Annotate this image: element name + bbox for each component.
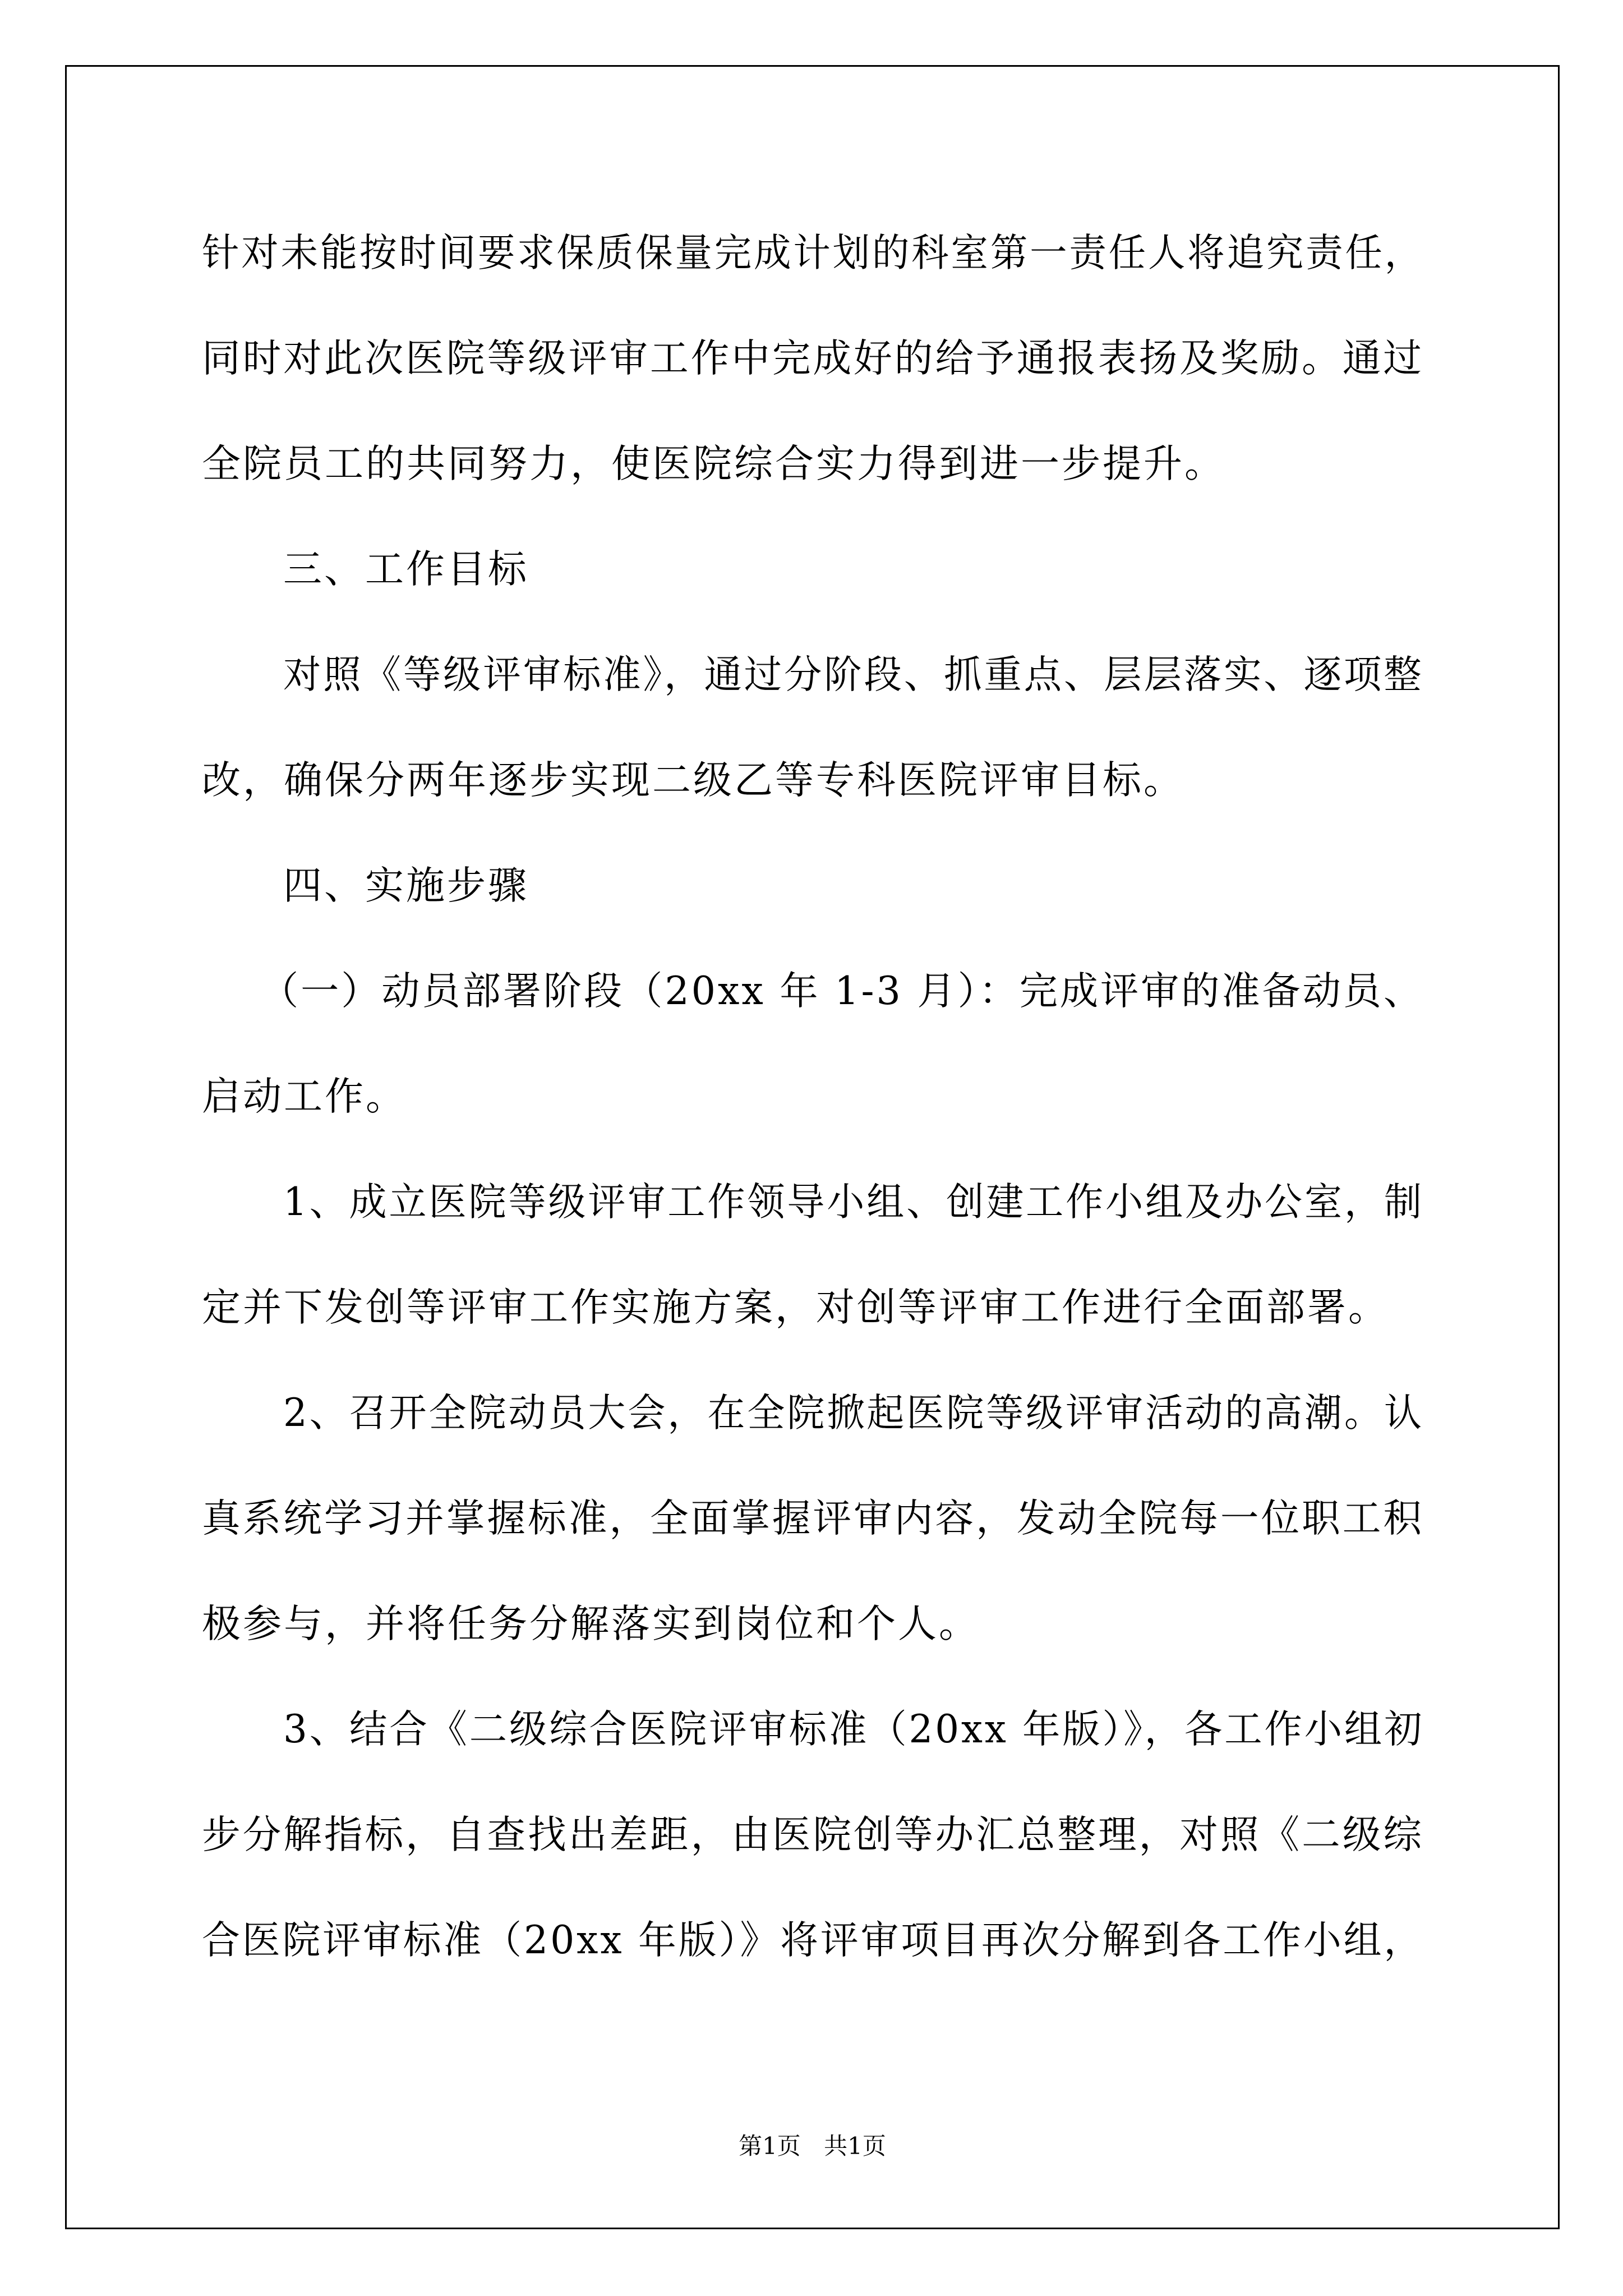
body-line-16: 步分解指标，自查找出差距，由医院创等办汇总整理，对照《二级综 bbox=[202, 1812, 1424, 1857]
body-line-10: 1、成立医院等级评审工作领导小组、创建工作小组及办公室，制 bbox=[283, 1180, 1424, 1225]
page-number: 第1页 bbox=[739, 2132, 801, 2160]
body-line-1: 针对未能按时间要求保质保量完成计划的科室第一责任人将追究责任， bbox=[202, 231, 1424, 275]
body-line-13: 真系统学习并掌握标准，全面掌握评审内容，发动全院每一位职工积 bbox=[202, 1496, 1424, 1541]
section-heading-goals: 三、工作目标 bbox=[283, 547, 529, 592]
body-line-2: 同时对此次医院等级评审工作中完成好的给予通报表扬及奖励。通过 bbox=[202, 336, 1424, 381]
body-line-12: 2、召开全院动员大会，在全院掀起医院等级评审活动的高潮。认 bbox=[283, 1391, 1424, 1435]
page-border bbox=[65, 65, 1560, 2229]
body-line-15: 3、结合《二级综合医院评审标准（20xx 年版）》，各工作小组初 bbox=[283, 1707, 1424, 1752]
page-footer bbox=[67, 2134, 1558, 2158]
body-line-14: 极参与，并将任务分解落实到岗位和个人。 bbox=[202, 1602, 980, 1646]
body-line-11: 定并下发创等评审工作实施方案，对创等评审工作进行全面部署。 bbox=[202, 1285, 1389, 1330]
body-line-8: （一）动员部署阶段（20xx 年 1-3 月）：完成评审的准备动员、 bbox=[260, 969, 1424, 1014]
section-heading-steps: 四、实施步骤 bbox=[283, 863, 529, 908]
body-line-6: 改，确保分两年逐步实现二级乙等专科医院评审目标。 bbox=[202, 758, 1184, 803]
body-line-17: 合医院评审标准（20xx 年版）》将评审项目再次分解到各工作小组， bbox=[202, 1918, 1424, 1963]
body-line-5: 对照《等级评审标准》，通过分阶段、抓重点、层层落实、逐项整 bbox=[283, 652, 1424, 697]
page-total: 共1页 bbox=[824, 2132, 886, 2160]
body-line-9: 启动工作。 bbox=[202, 1074, 407, 1119]
body-line-3: 全院员工的共同努力，使医院综合实力得到进一步提升。 bbox=[202, 441, 1225, 486]
